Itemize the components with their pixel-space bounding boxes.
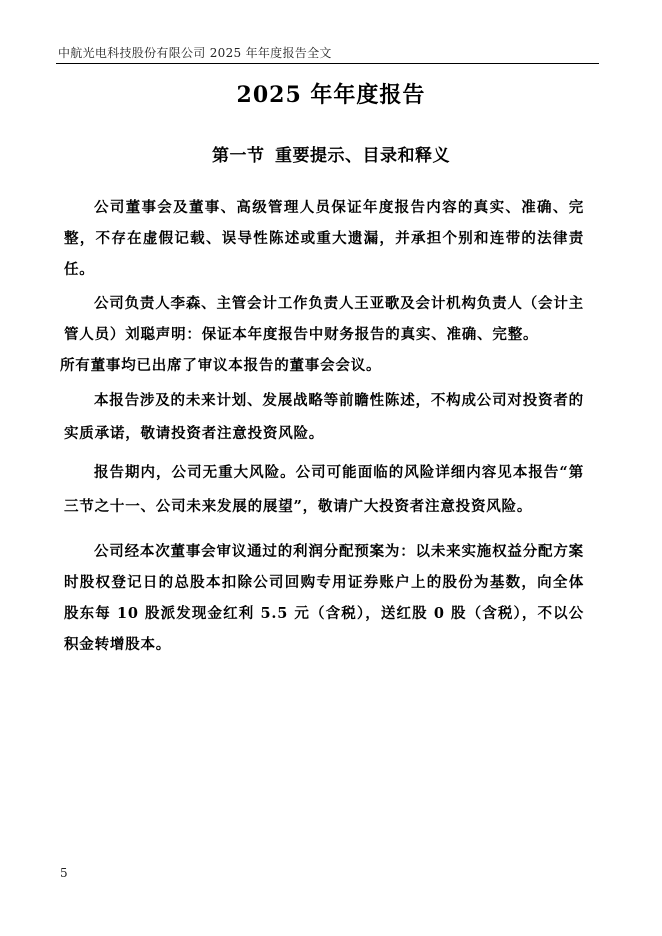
paragraph-forward-looking-statement: 本报告涉及的未来计划、发展战略等前瞻性陈述，不构成公司对投资者的实质承诺，敬请投资者注意投资风险。	[64, 392, 584, 442]
section-title: 第一节 重要提示、目录和释义	[212, 146, 450, 166]
header-text: 中航光电科技股份有限公司 2025 年年度报告全文	[58, 46, 332, 60]
paragraph-responsible-persons-statement: 公司负责人李森、主管会计工作负责人王亚歌及会计机构负责人（会计主管人员）刘聪声明：保证本年度报告中财务报告的真实、准确、完整。	[64, 295, 584, 343]
paragraph-profit-distribution: 公司经本次董事会审议通过的利润分配预案为：以未来实施权益分配方案时股权登记日的总股本扣除公司回购专用证券账户上的股份为基数，向全体股东每 10 股派发现金红利 5.5 元（含税），送红股 0 股（含税），不以公积金转增股本。	[64, 543, 584, 653]
header-divider	[56, 63, 599, 64]
document-title: 2025 年年度报告	[236, 82, 426, 108]
paragraph-directors-attendance: 所有董事均已出席了审议本报告的董事会会议。	[60, 357, 382, 374]
paragraph-risk-notice: 报告期内，公司无重大风险。公司可能面临的风险详细内容见本报告“第三节之十一、公司未来发展的展望”，敬请广大投资者注意投资风险。	[64, 464, 584, 515]
paragraph-board-guarantee: 公司董事会及董事、高级管理人员保证年度报告内容的真实、准确、完整，不存在虚假记载、误导性陈述或重大遗漏，并承担个别和连带的法律责任。	[64, 199, 584, 278]
page-number: 5	[60, 866, 68, 880]
